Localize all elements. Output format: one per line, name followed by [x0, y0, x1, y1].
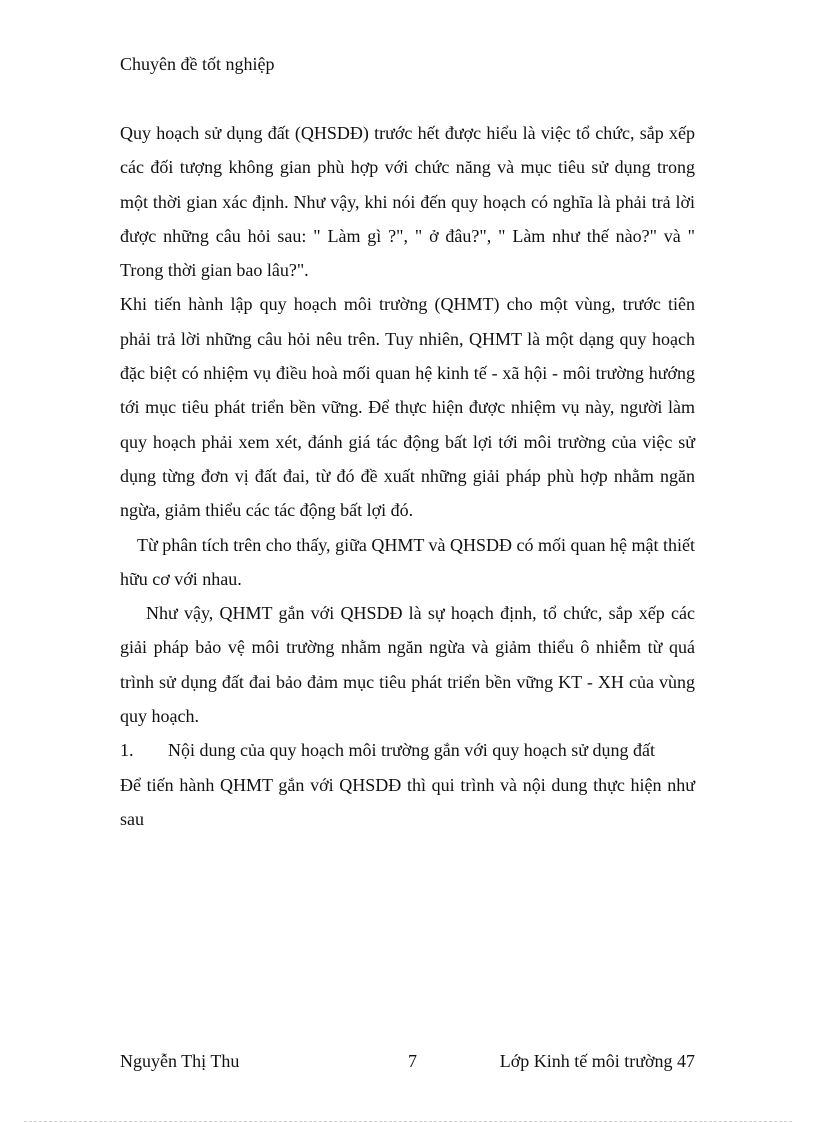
paragraph-closing: Để tiến hành QHMT gắn với QHSDĐ thì qui trình và nội dung thực hiện như sau	[120, 774, 695, 829]
paragraph-qhsdd-definition: Quy hoạch sử dụng đất (QHSDĐ) trước hết được hiểu là việc tổ chức, sắp xếp các đối tượng không gian phù hợp với chức năng và mục tiêu sử dụng trong một thời gian xác định. Như vậy, khi nói đến quy hoạch có nghĩa là phải trả lời được những câu hỏi sau: " Làm gì ?", " ở đâu?", " Làm như thế nào?" và " Trong thời gian bao lâu?".	[120, 123, 695, 281]
footer-class-name: Lớp Kinh tế môi trường 47	[499, 1051, 695, 1071]
paragraph-relationship: Từ phân tích trên cho thấy, giữa QHMT và QHSDĐ có mối quan hệ mật thiết hữu cơ với nhau.	[120, 534, 695, 589]
section-number: 1.	[120, 740, 134, 761]
section-heading	[120, 733, 695, 767]
paragraph-qhmt-summary: Như vậy, QHMT gắn với QHSDĐ là sự hoạch định, tổ chức, sắp xếp các giải pháp bảo vệ môi trường nhằm ngăn ngừa và giảm thiểu ô nhiễm từ quá trình sử dụng đất đai bảo đảm mục tiêu phát triển bền vững KT - XH của vùng quy hoạch.	[120, 603, 695, 727]
section-title: Nội dung của quy hoạch môi trường gắn với quy hoạch sử dụng đất	[168, 740, 655, 761]
page-header-title: Chuyên đề tốt nghiệp	[120, 54, 275, 74]
paragraph-qhmt-planning: Khi tiến hành lập quy hoạch môi trường (QHMT) cho một vùng, trước tiên phải trả lời những câu hỏi nêu trên. Tuy nhiên, QHMT là một dạng quy hoạch đặc biệt có nhiệm vụ điều hoà mối quan hệ kinh tế - xã hội - môi trường hướng tới mục tiêu phát triển bền vững. Để thực hiện được nhiệm vụ này, người làm quy hoạch phải xem xét, đánh giá tác động bất lợi tới môi trường của việc sử dụng từng đơn vị đất đai, từ đó đề xuất những giải pháp phù hợp nhằm ngăn ngừa, giảm thiểu các tác động bất lợi đó.	[120, 294, 695, 521]
footer-author: Nguyễn Thị Thu	[120, 1051, 240, 1071]
page-bottom-divider	[24, 1121, 792, 1122]
footer-page-number: 7	[408, 1051, 417, 1071]
document-body	[120, 116, 695, 836]
page-footer	[120, 1049, 695, 1075]
